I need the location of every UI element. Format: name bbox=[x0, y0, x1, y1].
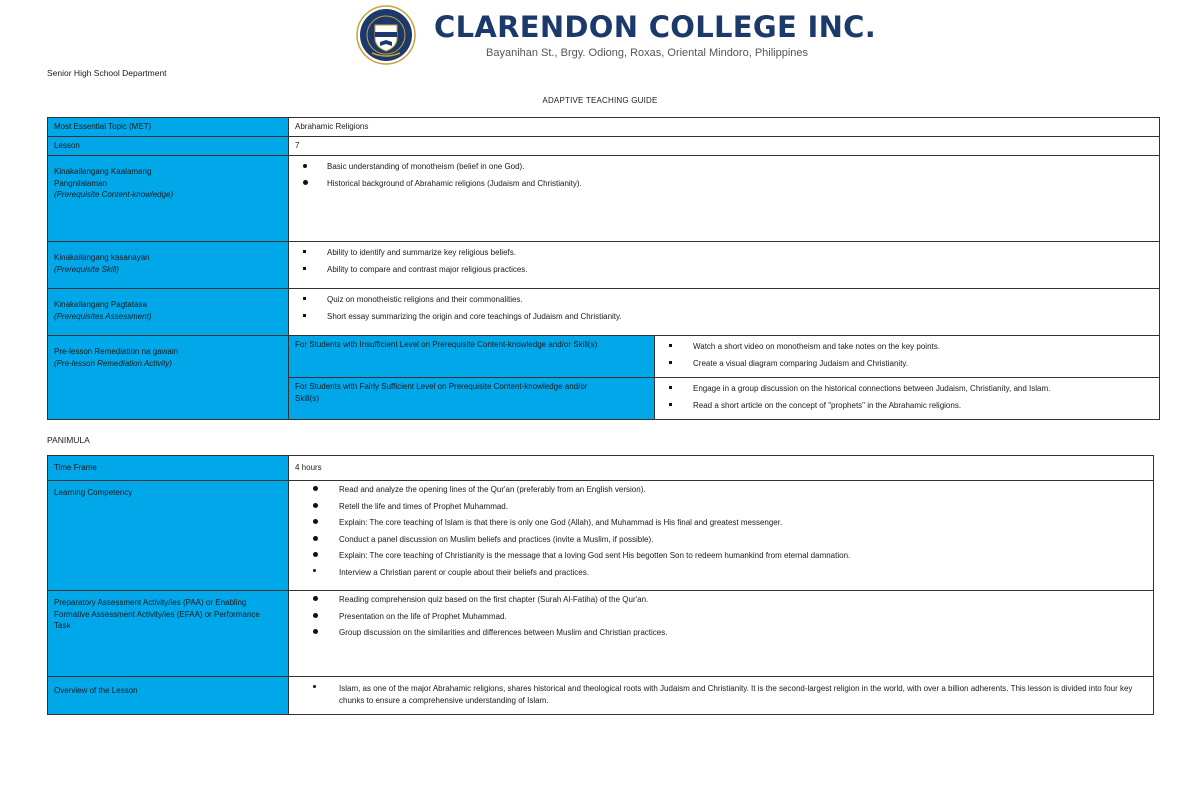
label-line: For Students with Fairly Sufficient Level on Prerequisite Content-knowledge and/or bbox=[295, 382, 588, 392]
table-row bbox=[48, 591, 1154, 677]
list-item: Explain: The core teaching of Islam is that there is only one God (Allah), and Muhammad is His final and greatest messenger. bbox=[339, 517, 1147, 529]
table-row bbox=[48, 456, 1154, 481]
list-item: Watch a short video on monotheism and take notes on the key points. bbox=[693, 341, 1153, 353]
table-row bbox=[48, 156, 1160, 242]
learning-competency-cell bbox=[289, 481, 1154, 591]
label-line: Skill(s) bbox=[295, 393, 319, 403]
label-subtitle: (Prerequisites Assessment) bbox=[54, 311, 152, 321]
list-item: Islam, as one of the major Abrahamic religions, shares historical and theological roots with Judaism and Christianity. It is the second-largest religion in the world, with over a billion adherents. This lesson is divided into four key chunks to ensure a comprehensive understanding of Islam. bbox=[339, 683, 1147, 706]
skill-list bbox=[295, 247, 1153, 275]
label-subtitle: (Prerequisite Content-knowledge) bbox=[54, 190, 174, 200]
met-label: Most Essential Topic (MET) bbox=[48, 118, 289, 137]
list-item: Presentation on the life of Prophet Muhammad. bbox=[339, 611, 1147, 623]
college-name: CLARENDON COLLEGE INC. bbox=[434, 10, 877, 44]
content-knowledge-cell bbox=[289, 156, 1160, 242]
lesson-value: 7 bbox=[289, 137, 1160, 156]
list-item: Read and analyze the opening lines of the Qur'an (preferably from an English version). bbox=[339, 484, 1147, 496]
paa-list bbox=[295, 594, 1147, 639]
table-row bbox=[48, 336, 1160, 378]
table-row bbox=[48, 242, 1160, 289]
list-item: Historical background of Abrahamic religions (Judaism and Christianity). bbox=[327, 178, 1153, 190]
label-line: Pre-lesson Remediation na gawain bbox=[54, 347, 179, 356]
paa-cell bbox=[289, 591, 1154, 677]
college-address: Bayanihan St., Brgy. Odiong, Roxas, Oriental Mindoro, Philippines bbox=[486, 47, 809, 59]
list-item: Group discussion on the similarities and differences between Muslim and Christian practices. bbox=[339, 627, 1147, 639]
adaptive-guide-table bbox=[47, 117, 1160, 420]
learning-competency-label: Learning Competency bbox=[48, 481, 289, 591]
label-line: Kinakailangang Kaalamang bbox=[54, 167, 152, 176]
label-line: Kinakailangang kasanayan bbox=[54, 253, 150, 262]
panimula-table bbox=[47, 455, 1154, 715]
skill-cell bbox=[289, 242, 1160, 289]
label-line: Preparatory Assessment Activity/ies (PAA) or Enabling bbox=[54, 598, 247, 607]
list-item: Reading comprehension quiz based on the first chapter (Surah Al-Fatiha) of the Qur'an. bbox=[339, 594, 1147, 606]
fairly-sufficient-label bbox=[289, 378, 655, 420]
insufficient-level-cell bbox=[655, 336, 1160, 378]
insufficient-level-label: For Students with Insufficient Level on Prerequisite Content-knowledge and/or Skill(s) bbox=[289, 336, 655, 378]
time-frame-label: Time Frame bbox=[48, 456, 289, 481]
label-line: Formative Assessment Activity/ies (EFAA) or Performance bbox=[54, 609, 260, 619]
fairly-sufficient-list bbox=[661, 383, 1153, 411]
overview-label: Overview of the Lesson bbox=[48, 677, 289, 715]
list-item: Interview a Christian parent or couple about their beliefs and practices. bbox=[339, 567, 1147, 579]
fairly-sufficient-cell bbox=[655, 378, 1160, 420]
guide-title: ADAPTIVE TEACHING GUIDE bbox=[542, 96, 658, 105]
list-item: Read a short article on the concept of "prophets" in the Abrahamic religions. bbox=[693, 400, 1153, 412]
time-frame-value: 4 hours bbox=[289, 456, 1154, 481]
label-line: Pangnilalaman bbox=[54, 178, 107, 188]
list-item: Quiz on monotheistic religions and their commonalities. bbox=[327, 294, 1153, 306]
insufficient-level-list bbox=[661, 341, 1153, 369]
table-row bbox=[48, 137, 1160, 156]
list-item: Ability to compare and contrast major religious practices. bbox=[327, 264, 1153, 276]
lesson-label: Lesson bbox=[48, 137, 289, 156]
assessment-label bbox=[48, 289, 289, 336]
content-knowledge-label bbox=[48, 156, 289, 242]
list-item: Conduct a panel discussion on Muslim beliefs and practices (invite a Muslim, if possible). bbox=[339, 534, 1147, 546]
overview-cell bbox=[289, 677, 1154, 715]
college-header bbox=[356, 5, 876, 63]
list-item: Explain: The core teaching of Christianity is the message that a loving God sent His begotten Son to redeem humankind from eternal damnation. bbox=[339, 550, 1147, 562]
list-item: Create a visual diagram comparing Judaism and Christianity. bbox=[693, 358, 1153, 370]
met-value: Abrahamic Religions bbox=[289, 118, 1160, 137]
college-seal-logo bbox=[356, 5, 416, 65]
list-item: Basic understanding of monotheism (belief in one God). bbox=[327, 161, 1153, 173]
label-subtitle: (Prerequisite Skill) bbox=[54, 264, 119, 274]
content-knowledge-list bbox=[295, 161, 1153, 189]
assessment-list bbox=[295, 294, 1153, 322]
list-item: Short essay summarizing the origin and core teachings of Judaism and Christianity. bbox=[327, 311, 1153, 323]
table-row bbox=[48, 289, 1160, 336]
list-item: Ability to identify and summarize key religious beliefs. bbox=[327, 247, 1153, 259]
remediation-label bbox=[48, 336, 289, 420]
overview-list bbox=[295, 683, 1147, 706]
paa-label bbox=[48, 591, 289, 677]
skill-label bbox=[48, 242, 289, 289]
department-label: Senior High School Department bbox=[47, 68, 167, 78]
list-item: Retell the life and times of Prophet Muhammad. bbox=[339, 501, 1147, 513]
label-line: Task bbox=[54, 621, 71, 631]
table-row bbox=[48, 481, 1154, 591]
learning-competency-list bbox=[295, 484, 1147, 579]
label-line: Kinakailangang Pagtatasa bbox=[54, 300, 147, 309]
table-row bbox=[48, 677, 1154, 715]
table-row bbox=[48, 118, 1160, 137]
label-subtitle: (Pre-lesson Remediation Activity) bbox=[54, 358, 172, 368]
list-item: Engage in a group discussion on the historical connections between Judaism, Christianity, and Islam. bbox=[693, 383, 1153, 395]
section-label-panimula: PANIMULA bbox=[47, 435, 90, 445]
assessment-cell bbox=[289, 289, 1160, 336]
